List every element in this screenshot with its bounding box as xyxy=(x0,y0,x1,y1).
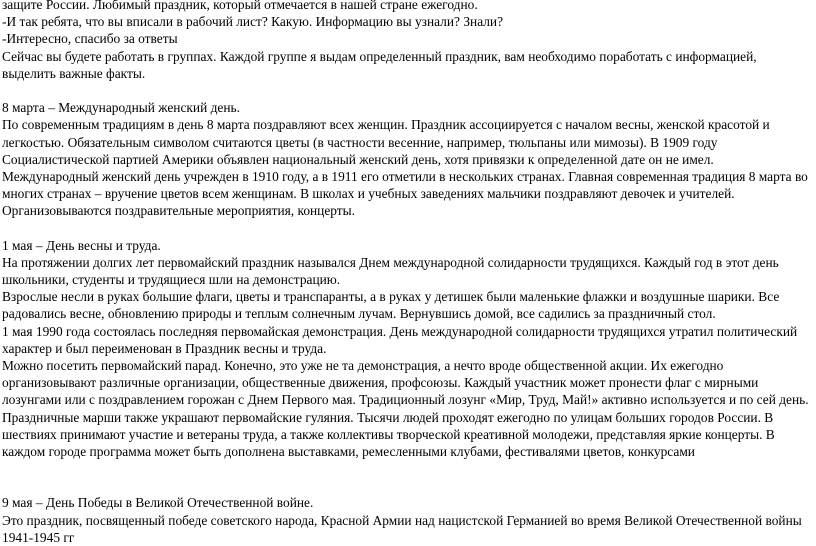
text-line: Международный женский день учрежден в 1910 году, а в 1911 его отметили в нескольких странах. Главная современная традиция 8 марта во xyxy=(2,168,808,184)
text-line: Социалистической партией Америки объявлен национальный женский день, хотя привязки к определенной дате он не имел. xyxy=(2,151,714,167)
paragraph-spacer xyxy=(2,460,814,494)
text-line: лозунгами или с поздравлением горожан с Днем Первого мая. Традиционный лозунг «Мир, Труд, Май!» активно используется и по сей день. xyxy=(2,392,809,408)
text-line: -И так ребята, что вы вписали в рабочий лист? Какую. Информацию вы узнали? Знали? xyxy=(2,14,504,30)
text-line: школьники, студенты и трудящиеся шли на демонстрацию. xyxy=(2,272,341,287)
text-line: каждом городе программа может быть дополнена выставками, ремесленными клубами, фестивалями цветов, конкурсами xyxy=(2,443,695,459)
text-line: защите России. Любимый праздник, который отмечается в нашей стране ежегодно. xyxy=(2,0,478,12)
text-line: -Интересно, спасибо за ответы xyxy=(2,31,178,47)
text-line: Сейчас вы будете работать в группах. Каждой группе я выдам определенный праздник, вам необходимо поработать с информацией, xyxy=(2,48,757,64)
may1-section xyxy=(2,237,814,460)
intro-section xyxy=(2,0,814,82)
text-line: Это праздник, посвященный победе советского народа, Красной Армии над нацистской Германией во время Великой Отечественной войны xyxy=(2,512,802,528)
text-line: По современным традициям в день 8 марта поздравляют всех женщин. Праздник ассоциируется с началом весны, женской красотой и xyxy=(2,117,770,133)
text-line: 1941-1945 гг xyxy=(2,529,75,545)
text-line: Взрослые несли в руках большие флаги, цветы и транспаранты, а в руках у детишек были маленькие флажки и воздушные шарики. Все xyxy=(2,289,780,305)
text-line: выделить важные факты. xyxy=(2,65,146,81)
section-heading-march8: 8 марта – Международный женский день. xyxy=(2,100,240,116)
text-line: шествиях принимают участие и ветераны труда, а также коллективы творческой креативной молодежи, представляя яркие концерты. В xyxy=(2,426,775,442)
text-line: легкостью. Обязательным символом считаются цветы (в частности весенние, например, тюльпаны или мимозы). В 1909 году xyxy=(2,134,718,150)
paragraph-spacer xyxy=(2,82,814,99)
may9-section xyxy=(2,494,814,546)
text-line: организовывают различные организации, общественные движения, профсоюзы. Каждый участник может пронести флаг с мирными xyxy=(2,375,759,391)
march8-section xyxy=(2,99,814,219)
section-heading-may9: 9 мая – День Победы в Великой Отечественной войне. xyxy=(2,495,314,511)
section-heading-may1: 1 мая – День весны и труда. xyxy=(2,237,161,253)
text-line: Можно посетить первомайский парад. Конечно, это уже не та демонстрация, а нечто вроде общественной акции. Их ежегодно xyxy=(2,357,724,373)
text-line: многих странах – вручение цветов всем женщинам. В школах и учебных заведениях мальчики поздравляют девочек и учителей. xyxy=(2,186,735,202)
text-line: На протяжении долгих лет первомайский праздник назывался Днем международной солидарности трудящихся. Каждый год в этот день xyxy=(2,254,779,270)
document-body xyxy=(2,0,814,546)
text-line: Праздничные марши также украшают первомайские гуляния. Тысячи людей проходят ежегодно по улицам больших городов России. В xyxy=(2,409,774,425)
text-line: радовались весне, обновлению природы и теплым солнечным лучам. Вернувшись домой, все садились за праздничный стол. xyxy=(2,306,716,322)
text-line: Организовываются поздравительные мероприятия, концерты. xyxy=(2,203,356,219)
text-line: 1 мая 1990 года состоялась последняя первомайская демонстрация. День международной солидарности трудящихся утратил политический xyxy=(2,323,798,339)
text-line: характер и был переименован в Праздник весны и труда. xyxy=(2,340,327,356)
paragraph-spacer xyxy=(2,219,814,236)
